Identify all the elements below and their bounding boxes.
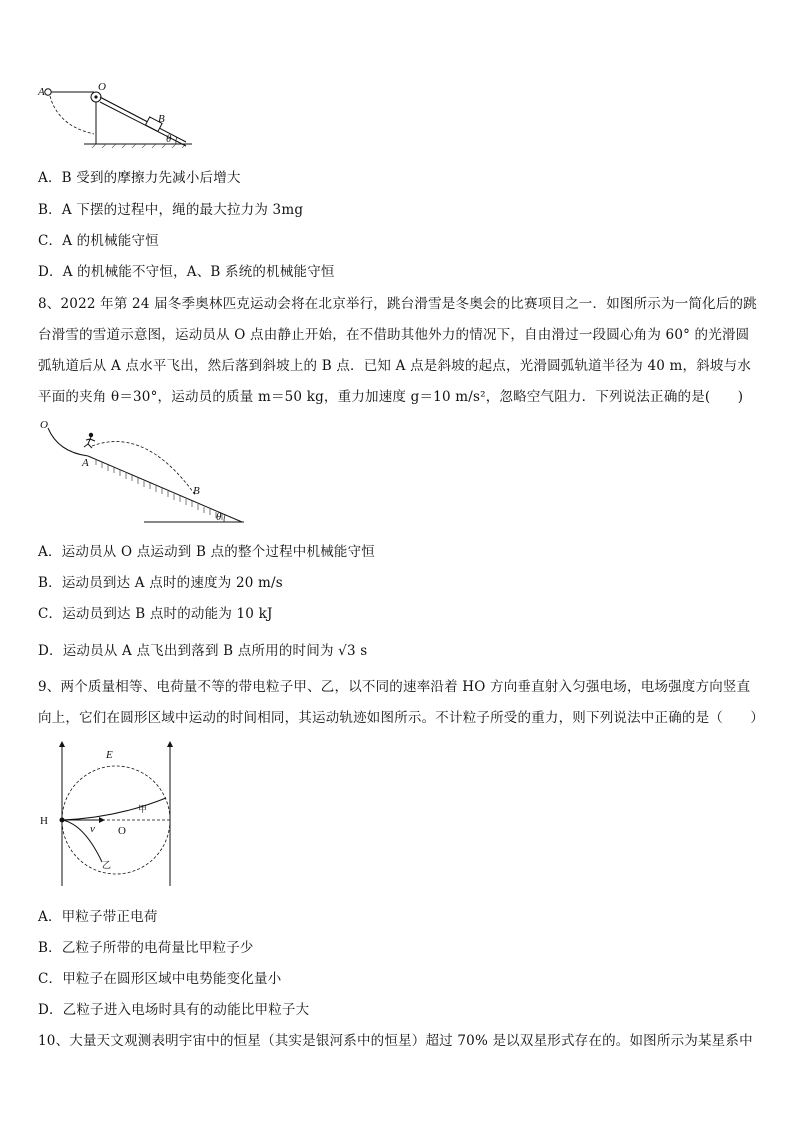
q9-stem-line-2: 向上，它们在圆形区域中运动的时间相同，其运动轨迹如图所示。不计粒子所受的重力，则下列说法中正确的是（ ） (38, 710, 765, 726)
q8-option-a: A．运动员从 O 点运动到 B 点的整个过程中机械能守恒 (38, 544, 376, 560)
q9-option-c: C．甲粒子在圆形区域中电势能变化量小 (38, 971, 282, 987)
q9-option-b: B．乙粒子所带的电荷量比甲粒子少 (38, 940, 254, 956)
q7-label-o: O (98, 82, 106, 93)
q8-option-d: D．运动员从 A 点飞出到落到 B 点所用的时间为 √3 s (38, 643, 368, 659)
q8-label-a: A (82, 457, 89, 469)
q8-figure (36, 416, 256, 526)
q7-option-c: C．A 的机械能守恒 (38, 233, 159, 249)
q8-label-b: B (193, 485, 200, 497)
q8-stem-line-1: 8、2022 年第 24 届冬季奥林匹克运动会将在北京举行，跳台滑雪是冬奥会的比赛项目之一．如图所示为一简化后的跳 (38, 296, 757, 312)
q10-stem-line-1: 10、大量天文观测表明宇宙中的恒星（其实是银河系中的恒星）超过 70% 是以双星形式存在的。如图所示为某星系中 (38, 1033, 753, 1049)
q7-figure (36, 82, 196, 148)
q8-stem-line-4: 平面的夹角 θ＝30°，运动员的质量 m＝50 kg，重力加速度 g＝10 m/s²，忽略空气阻力．下列说法正确的是( ) (38, 389, 744, 405)
q9-figure (36, 738, 186, 890)
q7-option-a: A．B 受到的摩擦力先减小后增大 (38, 170, 241, 186)
q8-option-c: C．运动员到达 B 点时的动能为 10 kJ (38, 606, 273, 622)
q9-option-d: D．乙粒子进入电场时具有的动能比甲粒子大 (38, 1002, 310, 1018)
q9-label-yi: 乙 (102, 860, 112, 870)
q9-label-e: E (106, 749, 113, 761)
q9-option-a: A．甲粒子带正电荷 (38, 909, 158, 925)
q8-option-b: B．运动员到达 A 点时的速度为 20 m/s (38, 575, 283, 591)
q9-label-o: O (118, 825, 126, 837)
q9-label-v: v (90, 823, 95, 835)
q7-option-d: D．A 的机械能不守恒，A、B 系统的机械能守恒 (38, 264, 335, 280)
q9-label-h: H (40, 815, 48, 827)
q8-label-theta: θ (216, 511, 222, 523)
q9-label-jia: 甲 (138, 804, 148, 814)
q7-label-theta: θ (166, 133, 172, 145)
q7-option-b: B．A 下摆的过程中，绳的最大拉力为 3mg (38, 202, 304, 218)
q7-label-a: A (38, 86, 45, 98)
q8-label-o: O (40, 419, 48, 431)
q7-label-b: B (158, 113, 165, 125)
q9-stem-line-1: 9、两个质量相等、电荷量不等的带电粒子甲、乙，以不同的速率沿着 HO 方向垂直射入匀强电场，电场强度方向竖直 (38, 679, 751, 695)
q8-stem-line-3: 弧轨道后从 A 点水平飞出，然后落到斜坡上的 B 点．已知 A 点是斜坡的起点，光滑圆弧轨道半径为 40 m，斜坡与水 (38, 358, 752, 374)
q8-stem-line-2: 台滑雪的雪道示意图，运动员从 O 点由静止开始，在不借助其他外力的情况下，自由滑过一段圆心角为 60° 的光滑圆 (38, 327, 750, 343)
